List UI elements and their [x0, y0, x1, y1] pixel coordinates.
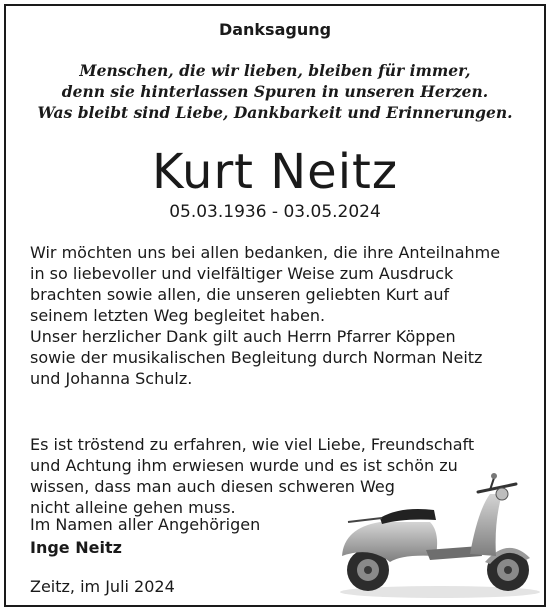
text-line: und Achtung ihm erwiesen wurde und es ist schön zu	[30, 456, 458, 475]
text-line: nicht alleine gehen muss.	[30, 498, 236, 517]
text-line: Unser herzlicher Dank gilt auch Herrn Pfarrer Köppen	[30, 327, 456, 346]
quote-line: Menschen, die wir lieben, bleiben für immer,	[79, 61, 471, 80]
text-line: Es ist tröstend zu erfahren, wie viel Liebe, Freundschaft	[30, 435, 475, 454]
life-dates: 05.03.1936 - 03.05.2024	[169, 202, 381, 222]
text-line: wissen, dass man auch diesen schweren Weg	[30, 477, 395, 496]
signature-name: Inge Neitz	[30, 538, 122, 557]
deceased-name: Kurt Neitz	[151, 144, 399, 200]
memorial-quote	[0, 60, 550, 123]
moped-photo	[330, 470, 545, 600]
thanks-paragraph	[30, 242, 500, 389]
text-line: brachten sowie allen, die unseren geliebten Kurt auf	[30, 285, 450, 304]
place-date: Zeitz, im Juli 2024	[30, 577, 175, 596]
signature-intro: Im Namen aller Angehörigen	[30, 515, 261, 534]
quote-line: denn sie hinterlassen Spuren in unseren Herzen.	[61, 82, 489, 101]
text-line: seinem letzten Weg begleitet haben.	[30, 306, 326, 325]
quote-line: Was bleibt sind Liebe, Dankbarkeit und Erinnerungen.	[37, 103, 513, 122]
notice-heading: Danksagung	[218, 20, 332, 39]
text-line: sowie der musikalischen Begleitung durch Norman Neitz	[30, 348, 483, 367]
text-line: in so liebevoller und vielfältiger Weise zum Ausdruck	[30, 264, 454, 283]
text-line: und Johanna Schulz.	[30, 369, 193, 388]
text-line: Wir möchten uns bei allen bedanken, die ihre Anteilnahme	[30, 243, 501, 262]
